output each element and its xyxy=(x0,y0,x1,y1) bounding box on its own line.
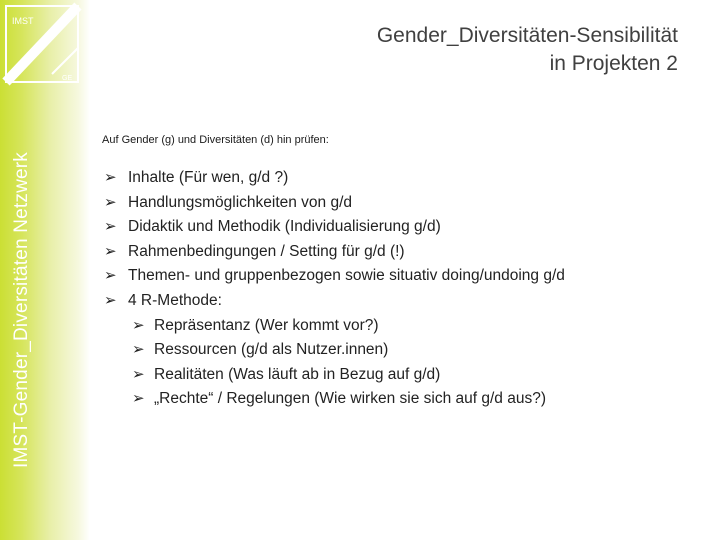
list-item: ➢ Rahmenbedingungen / Setting für g/d (!) xyxy=(104,240,565,265)
logo-top-label: IMST xyxy=(12,16,34,26)
arrowhead-bullet-icon: ➢ xyxy=(104,193,117,211)
list-item: ➢ Didaktik und Methodik (Individualisierung g/d) xyxy=(104,215,565,240)
list-item: ➢ Inhalte (Für wen, g/d ?) xyxy=(104,166,565,191)
arrowhead-bullet-icon: ➢ xyxy=(132,365,145,383)
sub-list-item: ➢ Realitäten (Was läuft ab in Bezug auf g/d) xyxy=(104,363,565,388)
sub-list-item: ➢ Ressourcen (g/d als Nutzer.innen) xyxy=(104,338,565,363)
list-item: ➢ Themen- und gruppenbezogen sowie situativ doing/undoing g/d xyxy=(104,264,565,289)
arrowhead-bullet-icon: ➢ xyxy=(104,242,117,260)
arrowhead-bullet-icon: ➢ xyxy=(104,218,117,236)
sidebar-band xyxy=(0,0,90,540)
slide-title-line2: in Projekten 2 xyxy=(549,52,678,75)
arrowhead-bullet-icon: ➢ xyxy=(132,316,145,334)
sidebar-vertical-text: IMST-Gender_Diversitäten Netzwerk xyxy=(11,152,32,468)
sidebar-vertical-text-wrap xyxy=(0,0,44,540)
logo-bottom-label: GE xyxy=(62,75,73,82)
slide-title xyxy=(158,22,678,78)
arrowhead-bullet-icon: ➢ xyxy=(132,390,145,408)
criteria-list xyxy=(104,166,565,412)
arrowhead-bullet-icon: ➢ xyxy=(132,341,145,359)
arrowhead-bullet-icon: ➢ xyxy=(104,267,117,285)
arrowhead-bullet-icon: ➢ xyxy=(104,291,117,309)
sub-list-item: ➢ „Rechte“ / Regelungen (Wie wirken sie sich auf g/d aus?) xyxy=(104,387,565,412)
slide-title-line1: Gender_Diversitäten-Sensibilität xyxy=(376,24,678,47)
list-item: ➢ Handlungsmöglichkeiten von g/d xyxy=(104,191,565,216)
sub-list-item: ➢ Repräsentanz (Wer kommt vor?) xyxy=(104,314,565,339)
arrowhead-bullet-icon: ➢ xyxy=(104,169,117,186)
list-item: ➢ 4 R-Methode: xyxy=(104,289,565,314)
intro-text: Auf Gender (g) und Diversitäten (d) hin prüfen: xyxy=(102,134,329,146)
